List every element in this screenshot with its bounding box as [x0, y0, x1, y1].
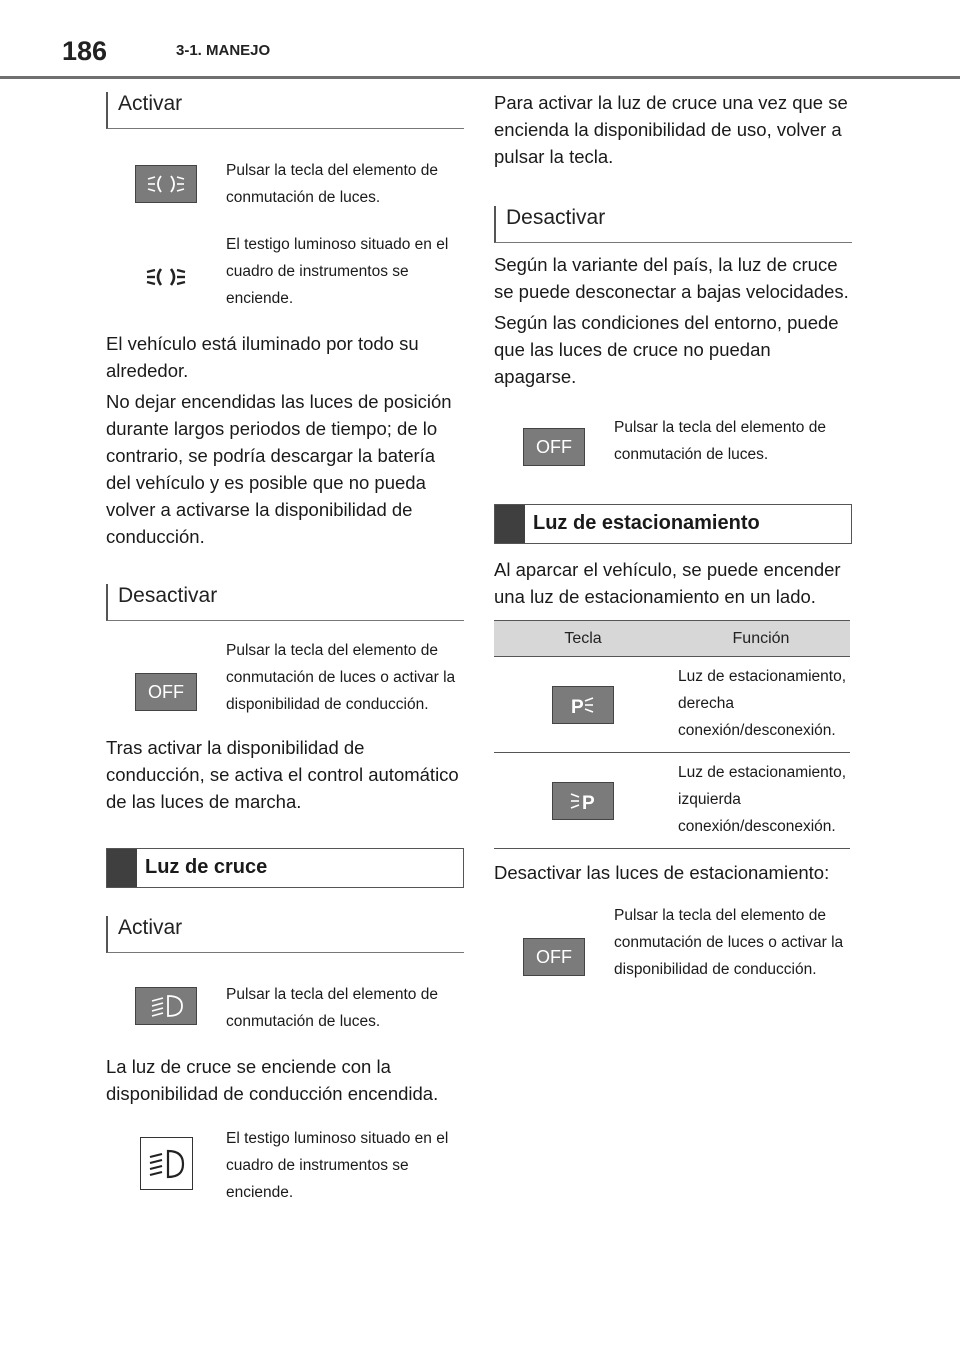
section-heading-title: Luz de estacionamiento	[533, 512, 760, 534]
position-lights-key-text: Pulsar la tecla del elemento de conmutación de luces.	[226, 162, 438, 206]
paragraph: Según la variante del país, la luz de cruce se puede desconectar a bajas velocidades.	[494, 254, 849, 302]
off-key-text: Pulsar la tecla del elemento de conmutación de luces o activar la disponibilidad de conducción.	[226, 642, 456, 713]
left-column	[106, 80, 464, 1206]
subheading-activar: Activar	[106, 92, 464, 129]
right-body-block-1	[494, 89, 852, 170]
section-heading-bar	[107, 849, 137, 887]
off-key-row	[106, 635, 464, 718]
position-lights-indicator-icon	[136, 257, 196, 297]
position-lights-key-icon	[135, 165, 197, 203]
low-beam-indicator-icon	[140, 1137, 193, 1190]
table-row	[494, 753, 850, 849]
section-heading-luz-de-estacionamiento	[494, 504, 852, 544]
table-row	[494, 657, 850, 753]
off-key-text: Pulsar la tecla del elemento de conmutación de luces.	[614, 419, 826, 463]
position-lights-key-row	[106, 155, 464, 211]
off-key-row-parking	[494, 900, 852, 983]
off-key-icon: OFF	[135, 673, 197, 711]
off-key-text: Pulsar la tecla del elemento de conmutación de luces o activar la disponibilidad de conducción.	[614, 907, 844, 978]
position-lights-indicator-row	[106, 229, 464, 312]
section-heading-title: Luz de cruce	[145, 856, 268, 878]
right-body-block-2	[494, 251, 852, 390]
position-lights-indicator-text: El testigo luminoso situado en el cuadro de instrumentos se enciende.	[226, 236, 449, 307]
subheading-activar-cruce: Activar	[106, 916, 464, 953]
section-heading-bar	[495, 505, 525, 543]
svg-text:P: P	[582, 792, 595, 814]
table-cell-function: Luz de estacionamiento, derecha conexión/desconexión.	[672, 657, 850, 753]
section-heading-luz-de-cruce	[106, 848, 464, 888]
left-body-block-1	[106, 330, 464, 550]
svg-text:P: P	[571, 696, 584, 718]
low-beam-key-icon	[135, 987, 197, 1025]
paragraph: Según las condiciones del entorno, puede que las luces de cruce no puedan apagarse.	[494, 312, 839, 387]
page-header	[0, 0, 960, 80]
paragraph: Desactivar las luces de estacionamiento:	[494, 862, 830, 883]
off-key-icon: OFF	[523, 428, 585, 466]
subheading-desactivar: Desactivar	[106, 584, 464, 621]
off-key-icon: OFF	[523, 938, 585, 976]
right-column	[494, 80, 852, 983]
paragraph: No dejar encendidas las luces de posición durante largos periodos de tiempo; de lo contrario, se podría descargar la batería del vehículo y es posible que no pueda volver a activarse la disponibilidad de conducción.	[106, 391, 452, 547]
table-header-key: Tecla	[494, 621, 672, 657]
paragraph: Tras activar la disponibilidad de conducción, se activa el control automático de las luces de marcha.	[106, 737, 459, 812]
left-body-block-2	[106, 734, 464, 815]
table-header-function: Función	[672, 621, 850, 657]
paragraph: Para activar la luz de cruce una vez que se encienda la disponibilidad de uso, volver a pulsar la tecla.	[494, 92, 848, 167]
parking-light-left-icon	[552, 782, 614, 820]
header-rule	[0, 76, 960, 79]
left-body-block-3	[106, 1053, 464, 1107]
paragraph: La luz de cruce se enciende con la disponibilidad de conducción encendida.	[106, 1056, 439, 1104]
chapter-title: 3-1. MANEJO	[176, 42, 271, 59]
off-key-row-cruce	[494, 412, 852, 468]
low-beam-key-text: Pulsar la tecla del elemento de conmutación de luces.	[226, 986, 438, 1030]
paragraph: El vehículo está iluminado por todo su alrededor.	[106, 333, 419, 381]
parking-light-table	[494, 620, 850, 849]
subheading-desactivar-cruce: Desactivar	[494, 206, 852, 243]
right-body-block-3	[494, 556, 852, 610]
parking-light-right-icon	[552, 686, 614, 724]
table-cell-function: Luz de estacionamiento, izquierda conexión/desconexión.	[672, 753, 850, 849]
low-beam-indicator-row	[106, 1123, 464, 1206]
paragraph: Al aparcar el vehículo, se puede encender una luz de estacionamiento en un lado.	[494, 559, 841, 607]
page-number: 186	[62, 36, 108, 66]
low-beam-key-row	[106, 979, 464, 1035]
low-beam-indicator-text: El testigo luminoso situado en el cuadro de instrumentos se enciende.	[226, 1130, 449, 1201]
right-body-block-4	[494, 859, 852, 886]
